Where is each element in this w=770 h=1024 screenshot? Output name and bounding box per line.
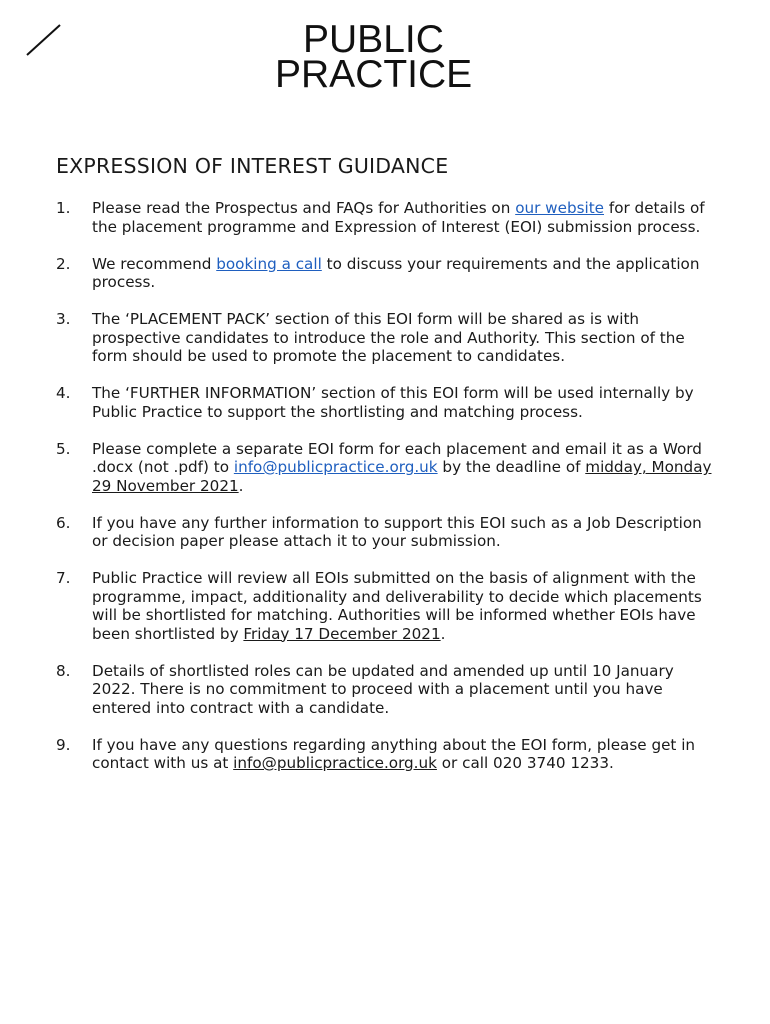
guidance-item-4 xyxy=(56,384,721,421)
guidance-list xyxy=(56,199,721,791)
public-practice-logo xyxy=(275,18,500,96)
item-number: 6. xyxy=(56,513,71,532)
logo-line-2: PRACTICE xyxy=(275,53,473,96)
logo-line-1: PUBLIC xyxy=(303,18,444,61)
item-number: 4. xyxy=(56,384,71,402)
item-text: Please read the Prospectus and FAQs for Authorities on xyxy=(92,199,516,217)
email-link[interactable]: info@publicpractice.org.uk xyxy=(233,458,438,476)
contact-email: info@publicpractice.org.uk xyxy=(233,754,437,772)
item-text: . xyxy=(440,624,446,643)
item-text: If you have any further information to support this EOI such as a Job Description or decision paper please attach it to your submission. xyxy=(92,513,702,550)
item-text: to discuss your requirements and the application process. xyxy=(92,254,700,291)
item-text: Public Practice will review all EOIs submitted on the basis of alignment with the programme, impact, additionality and deliverability to decide which placements will be shortlisted for matching. Authorities will be informed whether EOIs have been shortlisted by xyxy=(92,569,702,643)
guidance-item-2 xyxy=(56,255,721,292)
item-number: 2. xyxy=(56,254,71,273)
item-text: or call 020 3740 1233. xyxy=(436,754,614,772)
item-number: 3. xyxy=(56,310,71,328)
slash-logo-mark-icon xyxy=(25,22,63,58)
item-text: If you have any questions regarding anything about the EOI form, please get in contact with us at xyxy=(92,735,696,772)
item-text: for details of the placement programme and Expression of Interest (EOI) submission process. xyxy=(92,199,705,236)
guidance-item-7 xyxy=(56,569,721,643)
booking-call-link[interactable]: booking a call xyxy=(216,254,322,273)
item-text: We recommend xyxy=(92,254,217,273)
guidance-item-9 xyxy=(56,736,721,773)
item-text: The ‘PLACEMENT PACK’ section of this EOI form will be shared as is with prospective candidates to introduce the role and Authority. This section of the form should be used to promote the placement to candidates. xyxy=(92,310,685,365)
item-text: by the deadline of xyxy=(437,458,586,476)
item-text: The ‘FURTHER INFORMATION’ section of this EOI form will be used internally by Public Practice to support the shortlisting and matching process. xyxy=(92,384,694,421)
item-text: Details of shortlisted roles can be updated and amended up until 10 January 2022. There is no commitment to proceed with a placement until you have entered into contract with a candidate. xyxy=(92,661,674,717)
guidance-item-6 xyxy=(56,514,721,551)
item-text: . xyxy=(238,476,244,495)
guidance-item-8 xyxy=(56,662,721,718)
guidance-item-5 xyxy=(56,440,721,496)
item-number: 7. xyxy=(56,569,71,587)
deadline-date: midday, Monday 29 November 2021 xyxy=(92,458,712,495)
guidance-item-1 xyxy=(56,199,721,236)
page-title: EXPRESSION OF INTEREST GUIDANCE xyxy=(56,154,449,178)
item-text: Please complete a separate EOI form for each placement and email it as a Word .docx (not .pdf) to xyxy=(92,439,702,476)
our-website-link[interactable]: our website xyxy=(515,199,605,217)
item-number: 8. xyxy=(56,661,71,680)
item-number: 1. xyxy=(56,199,71,217)
item-number: 5. xyxy=(56,439,71,458)
shortlist-date: Friday 17 December 2021 xyxy=(243,624,441,643)
guidance-item-3 xyxy=(56,310,721,366)
item-number: 9. xyxy=(56,735,71,754)
